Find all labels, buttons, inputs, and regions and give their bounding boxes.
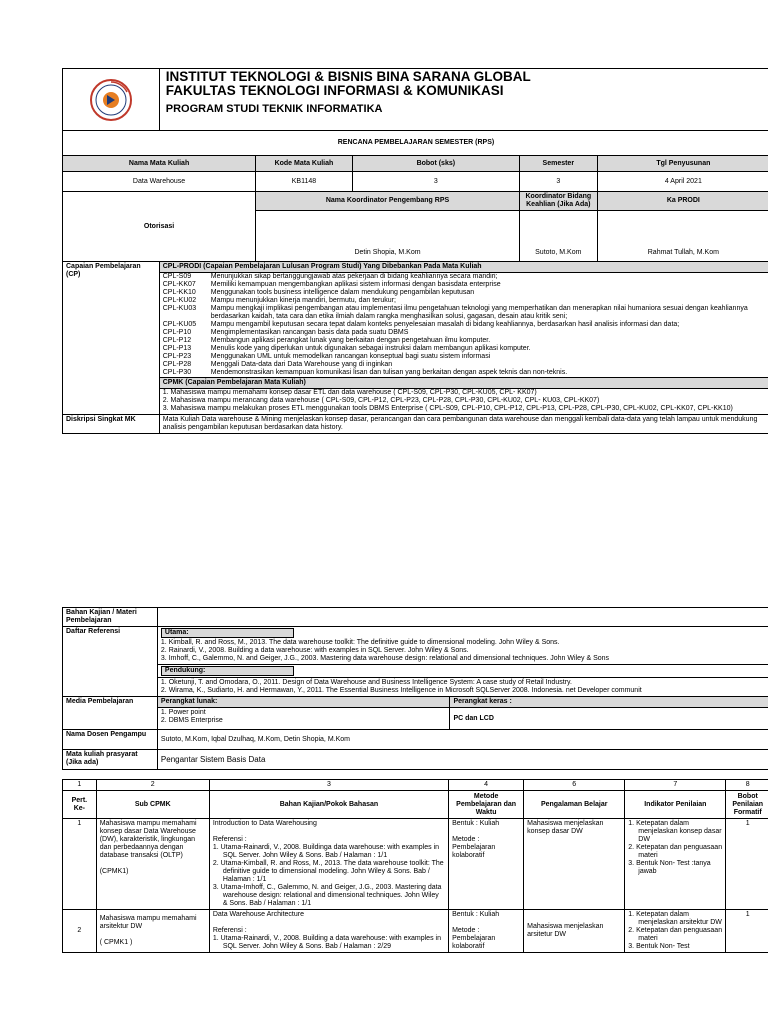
- materials-label: Bahan Kajian / Materi Pembelajaran: [63, 608, 158, 627]
- table-row: [63, 819, 768, 910]
- cpl-code: CPL-KK07: [162, 281, 196, 288]
- reference-item: 2. Utama-Kimball, R. and Ross, M., 2013. The data warehouse toolkit: The definitive guide to dimensional modeling. John Wiley & Sons. Bab / Halaman : 1/1: [212, 860, 444, 883]
- weekly-plan-table: [62, 779, 768, 953]
- reference-item: 1. Utama-Rainardi, V., 2008. Building a data warehouse: with examples in SQL Server. John Wiley & Sons. Bab / Halaman : 2/29: [212, 935, 441, 950]
- authorization-label: Otorisasi: [63, 192, 256, 262]
- cpmk-section: [159, 378, 768, 415]
- column-number: 6: [524, 780, 625, 791]
- institution-logo-icon: [89, 78, 133, 122]
- method-form: Bentuk : Kuliah: [452, 911, 500, 918]
- cpmk-item: 1. Mahasiswa mampu memahami konsep dasar ETL dan data warehouse ( CPL-S09, CPL-P30, CPL-KU05, CPL- KK07): [162, 389, 537, 396]
- cpl-description: Mengimplementasikan rancangan basis data pada suatu DBMS: [210, 329, 409, 336]
- rps-header-table: [62, 68, 768, 434]
- header-topic: Bahan Kajian/Pokok Bahasan: [209, 791, 448, 819]
- column-number: 8: [726, 780, 768, 791]
- supporting-references: [157, 665, 768, 697]
- column-number: 7: [625, 780, 726, 791]
- weight-cell: 1: [726, 819, 768, 910]
- header-sub-cpmk: Sub CPMK: [96, 791, 209, 819]
- supporting-references-label: Pendukung:: [161, 666, 294, 676]
- cpl-code: CPL-P12: [162, 337, 192, 344]
- cpl-description: Mampu menunjukkan kinerja mandiri, bermutu, dan terukur;: [210, 297, 396, 304]
- cpl-item: [163, 361, 766, 369]
- label-semester: Semester: [519, 156, 597, 172]
- reference-item: 3. Imhoff, C., Galemmo, N. and Geiger, J.G., 2003. Mastering data warehouse design: relational and dimensional techniques. John Wiley & Sons: [160, 655, 610, 662]
- indicator-item: 3. Bentuk Non- Test: [628, 943, 690, 950]
- method-label: Metode :: [452, 836, 480, 843]
- coordinator-name: Detin Shopia, M.Kom: [256, 211, 520, 262]
- indicator-item: 1. Ketepatan dalam menjelaskan arsitektur DW: [628, 911, 722, 926]
- cpl-item: [163, 297, 766, 305]
- column-number: 4: [449, 780, 524, 791]
- reference-item: 1. Kimball, R. and Ross, M., 2013. The data warehouse toolkit: The definitive guide to dimensional modeling. John Wiley & Sons.: [160, 639, 560, 646]
- cpl-heading: CPL-PRODI (Capaian Pembelajaran Lulusan Program Studi) Yang Dibebankan Pada Mata Kuliah: [160, 262, 768, 273]
- sub-cpmk-text: Mahasiswa mampu memahami arsitektur DW: [99, 915, 197, 930]
- lecturers-value: Sutoto, M.Kom, Iqbal Dzulhaq, M.Kom, Detin Shopia, M.Kom: [157, 730, 768, 750]
- cpl-description: Menulis kode yang diperlukan untuk digunakan sebagai instruksi dalam membangun aplikasi komputer.: [210, 345, 531, 352]
- prerequisite-label: Mata kuliah prasyarat (Jika ada): [63, 750, 158, 770]
- software-list: [157, 708, 450, 730]
- course-info-table: [62, 607, 768, 770]
- header-experience: Pengalaman Belajar: [524, 791, 625, 819]
- head-name: Rahmat Tullah, M.Kom: [597, 211, 768, 262]
- lecturers-label: Nama Dosen Pengampu: [63, 730, 158, 750]
- cpl-code: CPL-S09: [162, 273, 192, 280]
- cpl-item: [163, 321, 766, 329]
- cpl-code: CPL-KU05: [162, 321, 197, 328]
- week-number: 2: [63, 910, 97, 953]
- header-method: Metode Pembelajaran dan Waktu: [449, 791, 524, 819]
- cpl-description: Membangun aplikasi perangkat lunak yang berkaitan dengan pengetahuan ilmu komputer.: [210, 337, 491, 344]
- hardware-label: Perangkat keras :: [450, 697, 768, 708]
- method-value: Pembelajaran kolaboratif: [452, 844, 496, 859]
- course-semester: 3: [519, 172, 597, 192]
- cpl-code: CPL-KK10: [162, 289, 196, 296]
- method-cell: [449, 819, 524, 910]
- cpl-list: [160, 273, 768, 377]
- header-indicator: Indikator Penilaian: [625, 791, 726, 819]
- cpl-code: CPL-P28: [162, 361, 192, 368]
- program-name: PROGRAM STUDI TEKNIK INFORMATIKA: [165, 103, 383, 115]
- cpl-item: [163, 281, 766, 289]
- software-item: 2. DBMS Enterprise: [160, 717, 223, 724]
- cpmk-item: 3. Mahasiswa mampu melakukan proses ETL menggunakan tools DBMS Enterprise ( CPL-S09, CPL-P10, CPL-P12, CPL-P13, CPL-P28, CPL-P30, CPL-KU02, CPL-KK07, CPL-KK10): [162, 405, 733, 412]
- cpl-code: CPL-P30: [162, 369, 192, 376]
- cpl-code: CPL-KU03: [162, 305, 197, 312]
- prerequisite-value: Pengantar Sistem Basis Data: [157, 750, 768, 770]
- course-name: Data Warehouse: [63, 172, 256, 192]
- reference-item: 2. Rainardi, V., 2008. Building a data warehouse: with examples in SQL Server. John Wiley & Sons.: [160, 647, 469, 654]
- media-label: Media Pembelajaran: [63, 697, 158, 730]
- references-label: Daftar Referensi: [63, 627, 158, 697]
- cpl-description: Mampu mengambil keputusan secara tepat dalam konteks penyelesaian masalah di bidang keahliannya, berdasarkan hasil analisis informasi dan data;: [210, 321, 680, 328]
- cpl-item: [163, 289, 766, 297]
- course-date: 4 April 2021: [597, 172, 768, 192]
- expertise-name: Sutoto, M.Kom: [519, 211, 597, 262]
- logo-cell: [63, 69, 160, 131]
- cpl-code: CPL-P10: [162, 329, 192, 336]
- cpmk-item: 2. Mahasiswa mampu merancang data warehouse ( CPL-S09, CPL-P12, CPL-P23, CPL-P28, CPL-P30, CPL-KU02, CPL- KU03, CPL-KK07): [162, 397, 600, 404]
- label-date: Tgl Penyusunan: [597, 156, 768, 172]
- indicator-item: 3. Bentuk Non- Test :tanya jawab: [628, 860, 711, 875]
- reference-heading: Referensi :: [212, 927, 247, 934]
- cpl-section: [159, 262, 768, 378]
- topic-title: Introduction to Data Warehousing: [212, 820, 317, 827]
- label-coordinator: Nama Koordinator Pengembang RPS: [256, 192, 520, 211]
- reference-heading: Referensi :: [212, 836, 247, 843]
- column-number: 1: [63, 780, 97, 791]
- faculty-name: FAKULTAS TEKNOLOGI INFORMASI & KOMUNIKASI: [165, 83, 504, 98]
- cpl-item: [163, 353, 766, 361]
- sub-cpmk-cell: [96, 910, 209, 953]
- materials-value: [157, 608, 768, 627]
- institution-block: [159, 69, 768, 131]
- topic-cell: [209, 910, 448, 953]
- main-references: [157, 627, 768, 665]
- topic-title: Data Warehouse Architecture: [212, 911, 304, 918]
- course-code: KB1148: [256, 172, 353, 192]
- cpl-item: [163, 273, 766, 281]
- label-course-name: Nama Mata Kuliah: [63, 156, 256, 172]
- method-value: Pembelajaran kolaboratif: [452, 935, 496, 950]
- column-number: 3: [209, 780, 448, 791]
- description-label: Diskripsi Singkat MK: [63, 415, 160, 434]
- header-weight: Bobot Penilaian Formatif: [726, 791, 768, 819]
- method-cell: [449, 910, 524, 953]
- cpl-description: Memiliki kemampuan mengembangkan aplikasi sistem informasi dengan basisdata enterprise: [210, 281, 501, 288]
- cpl-item: [163, 337, 766, 345]
- label-head: Ka PRODI: [597, 192, 768, 211]
- software-item: 1. Power point: [160, 709, 206, 716]
- cpl-code: CPL-KU02: [162, 297, 197, 304]
- document-title: RENCANA PEMBELAJARAN SEMESTER (RPS): [63, 131, 768, 156]
- topic-cell: [209, 819, 448, 910]
- experience-cell: Mahasiswa menjelaskan konsep dasar DW: [524, 819, 625, 910]
- reference-item: 1. Oketunji, T. and Omodara, O., 2011. Design of Data Warehouse and Business Intelligence System: A case study of Retail Industry.: [160, 679, 572, 686]
- indicator-item: 2. Ketepatan dan penguasaan materi: [628, 844, 723, 859]
- indicator-cell: [625, 819, 726, 910]
- hardware-value: PC dan LCD: [450, 708, 768, 730]
- cpl-description: Menggali Data-data dari Data Warehouse yang di inginkan: [210, 361, 393, 368]
- column-number: 2: [96, 780, 209, 791]
- cpl-item: [163, 329, 766, 337]
- indicator-item: 1. Ketepatan dalam menjelaskan konsep dasar DW: [628, 820, 722, 843]
- label-credits: Bobot (sks): [352, 156, 519, 172]
- method-form: Bentuk : Kuliah: [452, 820, 500, 827]
- cp-label: Capaian Pembelajaran (CP): [63, 262, 160, 415]
- cpmk-heading: CPMK (Capaian Pembelajaran Mata Kuliah): [160, 378, 768, 389]
- header-week: Pert. Ke-: [63, 791, 97, 819]
- weight-cell: 1: [726, 910, 768, 953]
- software-label: Perangkat lunak:: [157, 697, 450, 708]
- indicator-item: 2. Ketepatan dan penguasaan materi: [628, 927, 723, 942]
- cpl-item: [163, 369, 766, 377]
- method-label: Metode :: [452, 927, 480, 934]
- reference-item: 1. Utama-Rainardi, V., 2008. Buildinga data warehouse: with examples in SQL Server. John Wiley & Sons. Bab / Halaman : 1/1: [212, 844, 440, 859]
- sub-cpmk-ref: (CPMK1): [99, 868, 129, 875]
- cpl-description: Mampu mengkaji implikasi pengembangan atau implementasi ilmu pengetahuan teknologi yang memperhatikan dan menerapkan nilai humaniora sesuai dengan keahliannya berdasarkan kaidah, tata cara dan etika ilmiah dalam rangka menghasilkan solusi, gagasan, desain atau kritik seni;: [210, 305, 748, 320]
- description-text: Mata Kuliah Data warehouse & Mining menjelaskan konsep dasar, perancangan dan cara pembangunan data warehouse dan menggali kembali data-data yang telah lampau untuk mendukung analisis pengambilan keputusan berdasarkan data history.: [159, 415, 768, 434]
- cpl-item: [163, 345, 766, 353]
- cpl-code: CPL-P23: [162, 353, 192, 360]
- cpl-item: [163, 305, 766, 321]
- institution-name: INSTITUT TEKNOLOGI & BISNIS BINA SARANA GLOBAL: [165, 69, 531, 84]
- main-references-label: Utama:: [161, 628, 294, 638]
- reference-item: 3. Utama-Imhoff, C., Galemmo, N. and Geiger, J.G., 2003. Mastering data warehouse design: relational and dimensional techniques. John Wiley & Sons. Bab / Halaman : 1/1: [212, 884, 442, 907]
- label-course-code: Kode Mata Kuliah: [256, 156, 353, 172]
- cpl-code: CPL-P13: [162, 345, 192, 352]
- cpl-description: Menggunakan UML untuk memodelkan rancangan konseptual bagi suatu sistem informasi: [210, 353, 491, 360]
- sub-cpmk-text: Mahasiswa mampu memahami konsep dasar Data Warehouse (DW), karakteristik, lingkungan dan perbedaannya dengan database transaksi (OLTP): [99, 820, 197, 859]
- cpl-description: Menunjukkan sikap bertanggungjawab atas pekerjaan di bidang keahliannya secara mandiri;: [210, 273, 498, 280]
- table-row: [63, 910, 768, 953]
- label-expertise: Koordinator Bidang Keahlian (Jika Ada): [519, 192, 597, 211]
- reference-item: 2. Wirama, K., Sudiarto, H. and Hermawan, Y., 2011. The Essential Business Intelligence in Microsoft SQLServer 2008. Indonesia. net Developer communit: [160, 687, 642, 694]
- experience-cell: Mahasiswa menjelaskan arsitetur DW: [524, 910, 625, 953]
- indicator-cell: [625, 910, 726, 953]
- cpl-description: Menggunakan tools business intelligence dalam mendukung pengambilan keputusan: [210, 289, 475, 296]
- sub-cpmk-cell: [96, 819, 209, 910]
- cpl-description: Mendemonstrasikan kemampuan komunikasi lisan dan tulisan yang berkaitan dengan aspek teknis dan non-teknis.: [210, 369, 568, 376]
- sub-cpmk-ref: ( CPMK1 ): [99, 939, 133, 946]
- week-number: 1: [63, 819, 97, 910]
- course-credits: 3: [352, 172, 519, 192]
